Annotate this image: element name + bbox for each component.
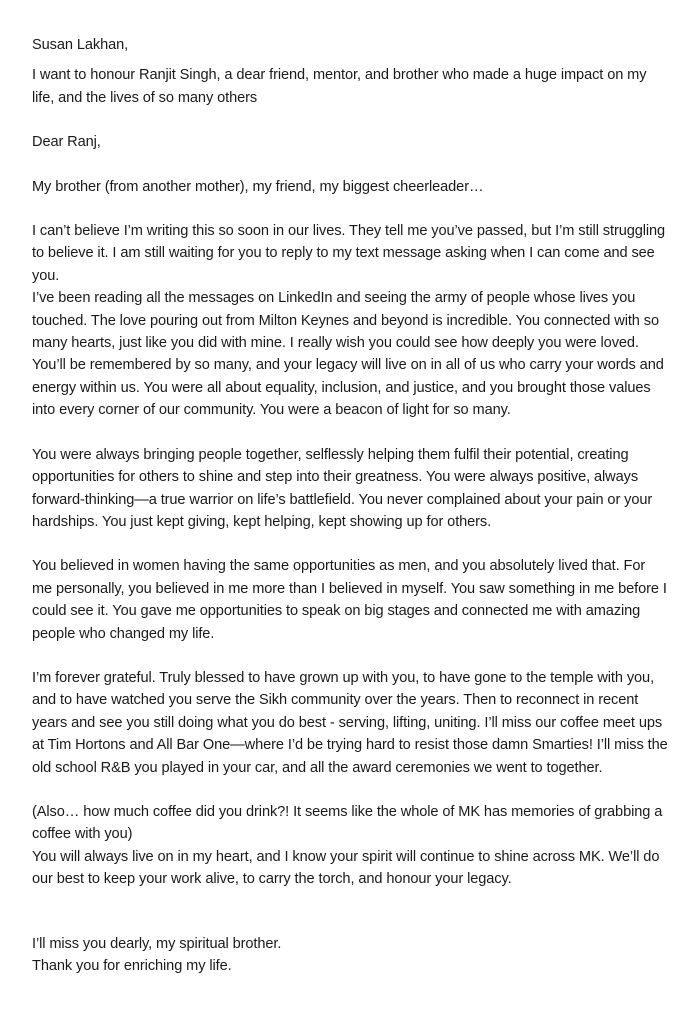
paragraph-3: You were always bringing people together, selflessly helping them fulfil their potential, creating opportunities for others to shine and step into their greatness. You were always positive, always forward-thinking—a true warrior on life’s battlefield. You never complained about your pain or your hardships. You just kept giving, kept helping, kept showing up for others. xyxy=(32,446,653,530)
letter-document xyxy=(32,34,668,977)
closing-line-2: Thank you for enriching my life. xyxy=(32,958,232,974)
salutation: Dear Ranj, xyxy=(32,134,101,151)
paragraph-7: You will always live on in my heart, and I know your spirit will continue to shine across MK. We’ll do our best to keep your work alive, to carry the torch, and honour your legacy. xyxy=(32,848,660,888)
closing-line-1: I’ll miss you dearly, my spiritual brother. xyxy=(32,935,282,952)
paragraph-1: I can’t believe I’m writing this so soon in our lives. They tell me you’ve passed, but I’m still struggling to believe it. I am still waiting for you to reply to my text message asking when I can come and see you. xyxy=(32,223,666,284)
paragraph-2: I’ve been reading all the messages on LinkedIn and seeing the army of people whose lives you touched. The love pouring out from Milton Keynes and beyond is incredible. You connected with so many hearts, just like you did with mine. I really wish you could see how deeply you were loved. You’ll be remembered by so many, and your legacy will live on in all of us who carry your words and energy within us. You were all about equality, inclusion, and justice, and you brought those values into every corner of our community. You were a beacon of light for so many. xyxy=(32,290,664,419)
opening-line: My brother (from another mother), my friend, my biggest cheerleader… xyxy=(32,178,484,195)
paragraph-4: You believed in women having the same opportunities as men, and you absolutely lived that. For me personally, you believed in me more than I believed in myself. You saw something in me before I could see it. You gave me opportunities to speak on big stages and connected me with amazing people who changed my life. xyxy=(32,558,667,642)
intro-paragraph: I want to honour Ranjit Singh, a dear friend, mentor, and brother who made a huge impact on my life, and the lives of so many others xyxy=(32,67,647,106)
paragraph-6: (Also… how much coffee did you drink?! It seems like the whole of MK has memories of grabbing a coffee with you) xyxy=(32,803,663,843)
paragraph-5: I’m forever grateful. Truly blessed to have grown up with you, to have gone to the temple with you, and to have watched you serve the Sikh community over the years. Then to reconnect in recent years and see you still doing what you do best - serving, lifting, uniting. I’ll miss our coffee meet ups at Tim Hortons and All Bar One—where I’d be trying hard to resist those damn Smarties! I’ll miss the old school R&B you played in your car, and all the award ceremonies we went to together. xyxy=(32,669,668,776)
recipient-line: Susan Lakhan, xyxy=(32,37,129,53)
